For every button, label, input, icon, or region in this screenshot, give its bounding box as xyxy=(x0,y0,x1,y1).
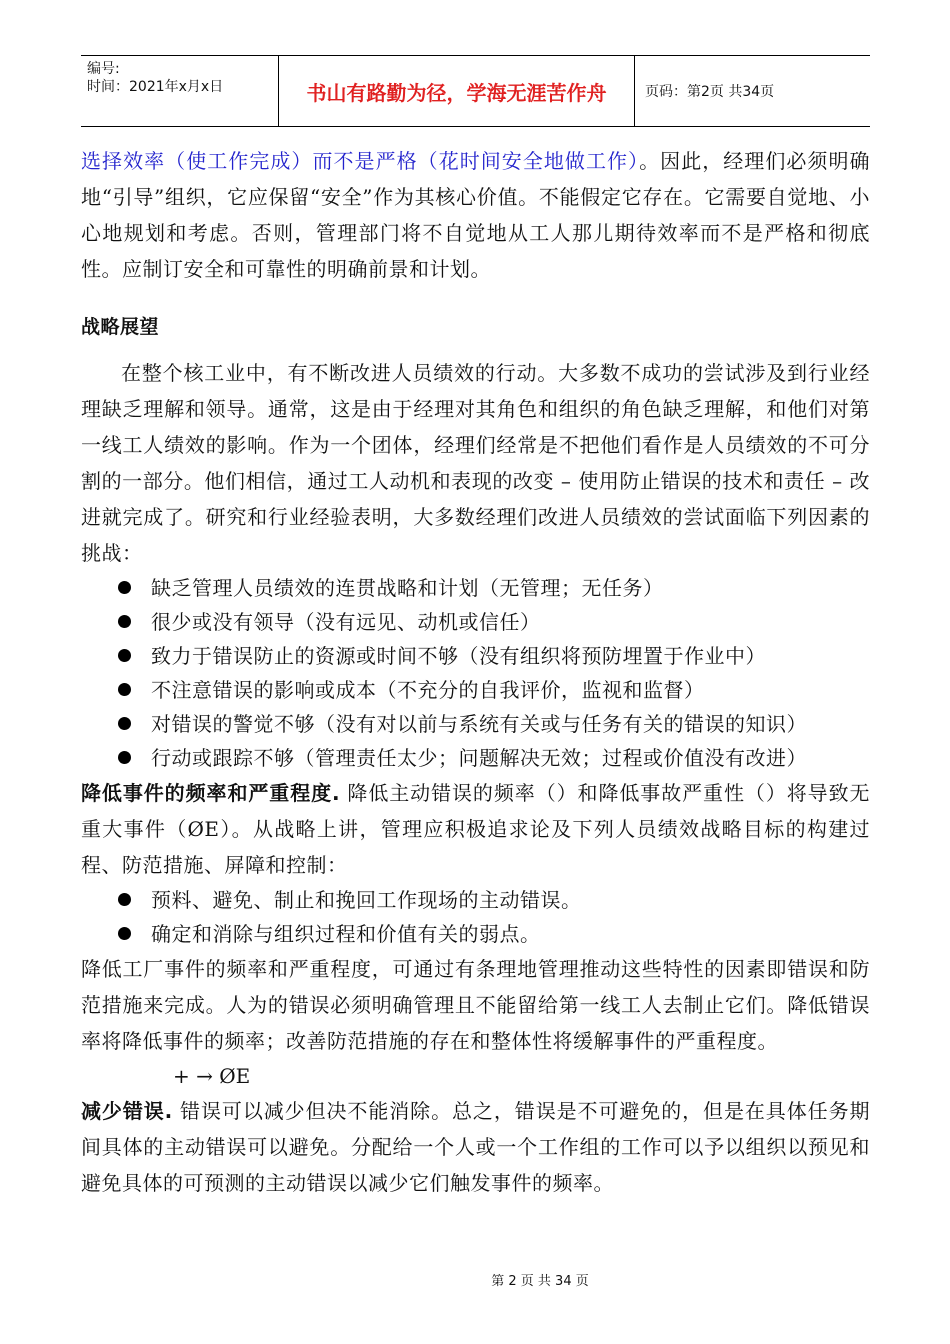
formula: + → ØE xyxy=(173,1064,251,1088)
list-item: 对错误的警觉不够（没有对以前与系统有关或与任务有关的错误的知识） xyxy=(81,707,870,741)
paragraph-3 xyxy=(81,775,870,883)
bold-lead: 降低事件的频率和严重程度. xyxy=(81,781,341,805)
bullet-list-goals xyxy=(81,883,870,951)
paragraph-text: 降低主动错误的频率（）和降低事故严重性（）将导致无重大事件（ØE）。从战略上讲，管理应积极追求论及下列人员绩效战略目标的构建过程、防范措施、屏障和控制： xyxy=(81,781,870,877)
header-motto: 书山有路勤为径，学海无涯苦作舟 xyxy=(279,56,635,126)
bullet-icon xyxy=(118,615,131,628)
list-item: 不注意错误的影响或成本（不充分的自我评价，监视和监督） xyxy=(81,673,870,707)
bullet-icon xyxy=(118,751,131,764)
time-label: 时间：2021年x月x日 xyxy=(87,79,224,95)
header-meta xyxy=(81,56,279,126)
paragraph-text: 。因此，经理们必须明确地“引导”组织，它应保留“安全”作为其核心价值。不能假定它存在。它需要自觉地、小心地规划和考虑。否则，管理部门将不自觉地从工人那儿期待效率而不是严格和彻底性。应制订安全和可靠性的明确前景和计划。 xyxy=(81,149,871,281)
highlighted-text: 选择效率（使工作完成）而不是严格（花时间安全地做工作） xyxy=(81,149,640,173)
bullet-icon xyxy=(118,893,131,906)
bullet-icon xyxy=(118,683,131,696)
header-page-info: 页码：第2页 共34页 xyxy=(645,84,775,100)
bullet-icon xyxy=(118,649,131,662)
list-item: 致力于错误防止的资源或时间不够（没有组织将预防埋置于作业中） xyxy=(81,639,870,673)
bold-lead: 减少错误. xyxy=(81,1099,173,1123)
paragraph-text: 错误可以减少但决不能消除。总之，错误是不可避免的，但是在具体任务期间具体的主动错误可以避免。分配给一个人或一个工作组的工作可以予以组织以预见和避免具体的可预测的主动错误以减少它们触发事件的频率。 xyxy=(81,1099,870,1195)
document-body xyxy=(81,143,870,1201)
paragraph-1 xyxy=(81,143,870,287)
bullet-list-challenges xyxy=(81,571,870,775)
document-header xyxy=(81,55,870,127)
bullet-icon xyxy=(118,927,131,940)
list-item: 预料、避免、制止和挽回工作现场的主动错误。 xyxy=(81,883,870,917)
list-item: 行动或跟踪不够（管理责任太少；问题解决无效；过程或价值没有改进） xyxy=(81,741,870,775)
paragraph-5 xyxy=(81,1093,870,1201)
list-item: 很少或没有领导（没有远见、动机或信任） xyxy=(81,605,870,639)
paragraph-2: 在整个核工业中，有不断改进人员绩效的行动。大多数不成功的尝试涉及到行业经理缺乏理解和领导。通常，这是由于经理对其角色和组织的角色缺乏理解，和他们对第一线工人绩效的影响。作为一个团体，经理们经常是不把他们看作是人员绩效的不可分割的一部分。他们相信，通过工人动机和表现的改变 – 使用防止错误的技术和责任 – 改进就完成了。研究和行业经验表明，大多数经理们改进人员绩效的尝试面临下列因素的挑战： xyxy=(81,361,870,565)
list-item: 确定和消除与组织过程和价值有关的弱点。 xyxy=(81,917,870,951)
bullet-icon xyxy=(118,581,131,594)
number-label: 编号: xyxy=(87,61,120,77)
paragraph-4: 降低工厂事件的频率和严重程度，可通过有条理地管理推动这些特性的因素即错误和防范措施来完成。人为的错误必须明确管理且不能留给第一线工人去制止它们。降低错误率将降低事件的频率；改善防范措施的存在和整体性将缓解事件的严重程度。 xyxy=(81,957,870,1053)
section-heading: 战略展望 xyxy=(81,316,160,338)
page-footer: 第 2 页 共 34 页 xyxy=(491,1274,589,1289)
list-item: 缺乏管理人员绩效的连贯战略和计划（无管理；无任务） xyxy=(81,571,870,605)
bullet-icon xyxy=(118,717,131,730)
